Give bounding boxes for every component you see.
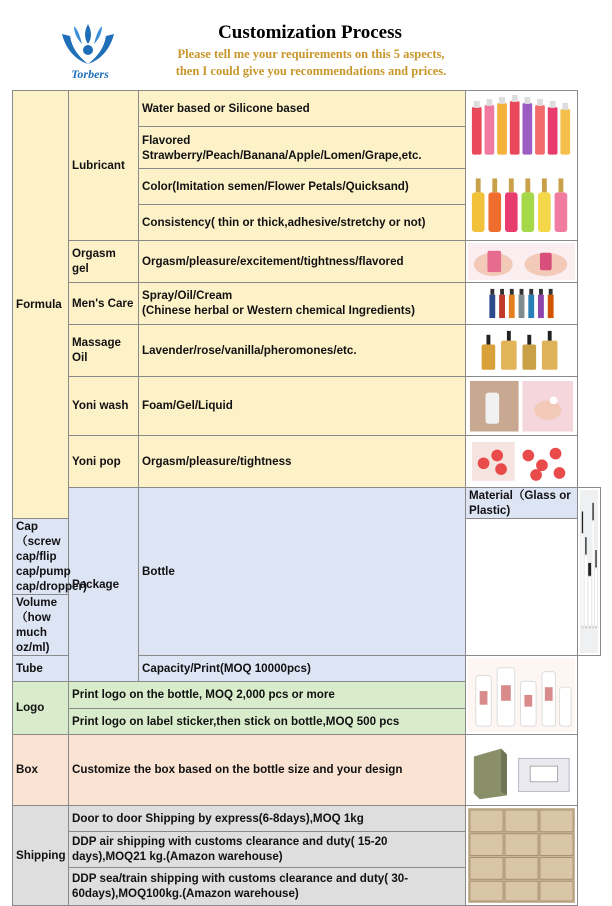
massage-oil-label-1: Massage [72,336,121,350]
mens-care-value-2: (Chinese herbal or Western chemical Ingredients) [142,304,415,318]
tube-value: Capacity/Print(MOQ 10000pcs) [139,655,466,681]
section-package: Package [69,487,139,681]
yoni-wash-value: Foam/Gel/Liquid [139,376,466,435]
lubricant-base: Water based or Silicone based [139,91,466,127]
orgasm-gel-label: Orgasm gel [69,241,139,283]
mens-care-label: Men's Care [69,282,139,324]
massage-oil-value: Lavender/rose/vanilla/pheromones/etc. [139,324,466,376]
page-title: Customization Process [218,22,402,43]
boxes-photo [466,734,578,805]
section-shipping: Shipping [13,805,69,905]
lubricant-bottles-photo [466,91,578,241]
bottle-cap: Cap（screw cap/flip cap/pump cap/dropper) [13,518,69,594]
subtitle-line-2: then I could give you recommendations and prices. [175,64,447,78]
lubricant-consistency: Consistency( thin or thick,adhesive/stretchy or not) [139,205,466,241]
box-value: Customize the box based on the bottle size and your design [69,734,466,805]
section-formula: Formula [13,91,69,519]
yoni-wash-label: Yoni wash [69,376,139,435]
bottle-material: Material（Glass or Plastic) [466,487,578,518]
brand-name: Torbers [71,67,109,81]
yoni-pop-label: Yoni pop [69,436,139,488]
page-subtitle [130,46,492,80]
logo-label-sticker: Print logo on label sticker,then stick on bottle,MOQ 500 pcs [69,708,466,734]
orgasm-gel-photo [466,241,578,283]
yoni-pop-value: Orgasm/pleasure/tightness [139,436,466,488]
tubes-photo [466,655,578,734]
massage-oil-photo [466,324,578,376]
subtitle-line-1: Please tell me your requirements on this 5 aspects, [177,47,445,61]
mens-care-value-1: Spray/Oil/Cream [142,289,233,303]
lubricant-label: Lubricant [69,91,139,241]
mens-care-sprays-photo [466,282,578,324]
lubricant-flavored [139,127,466,169]
shipping-sea [69,867,466,905]
massage-oil-label-2: Oil [72,351,88,365]
yoni-pop-photo [466,436,578,488]
lubricant-color: Color(Imitation semen/Flower Petals/Quicksand) [139,169,466,205]
shipping-cartons-photo [466,805,578,905]
customization-table [12,90,601,906]
shipping-sea-line-2: 60days),MOQ100kg.(Amazon warehouse) [72,887,299,901]
shipping-express: Door to door Shipping by express(6-8days),MOQ 1kg [69,805,466,831]
mens-care-value [139,282,466,324]
shipping-air [69,831,466,867]
shipping-sea-line-1: DDP sea/train shipping with customs clearance and duty( 30- [72,872,409,886]
yoni-wash-photo [466,376,578,435]
bottles-photo [578,487,601,655]
massage-oil-label [69,324,139,376]
bottle-label: Bottle [139,487,466,655]
bottle-volume: Volume（how much oz/ml) [13,594,69,655]
shipping-air-line-2: days),MOQ21 kg.(Amazon warehouse) [72,850,283,864]
shipping-air-line-1: DDP air shipping with customs clearance and duty( 15-20 [72,835,388,849]
tube-label: Tube [13,655,69,681]
logo-bottle-print: Print logo on the bottle, MOQ 2,000 pcs or more [69,681,466,708]
flavored-list: Strawberry/Peach/Banana/Apple/Lomen/Grape,etc. [142,148,422,162]
section-box: Box [13,734,69,805]
orgasm-gel-value: Orgasm/pleasure/excitement/tightness/flavored [139,241,466,283]
section-logo: Logo [13,681,69,734]
flavored-title: Flavored [142,133,191,147]
